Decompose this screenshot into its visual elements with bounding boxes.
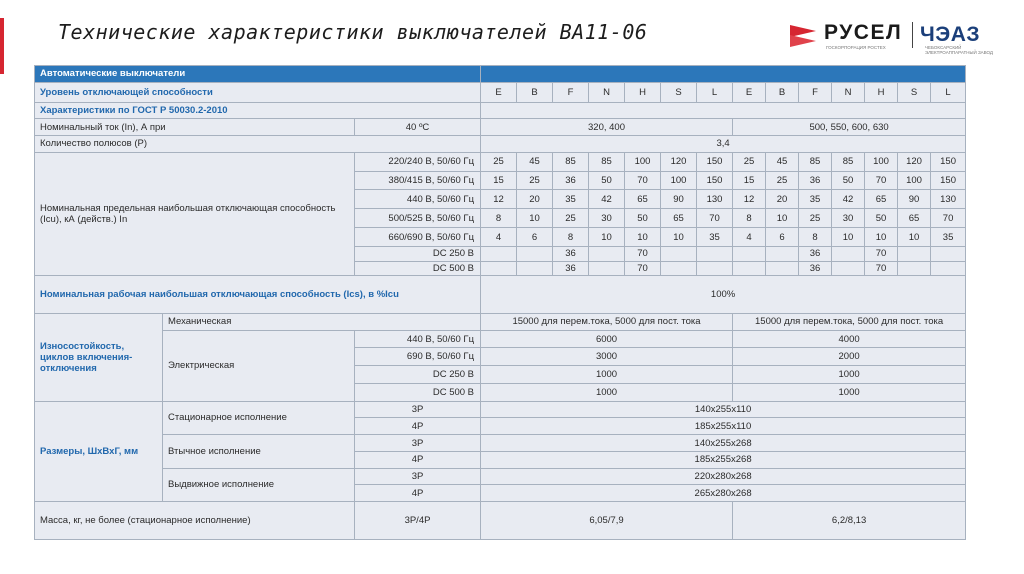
breaking-level-label: Уровень отключающей способности bbox=[35, 82, 481, 102]
icu-voltage: 660/690 В, 50/60 Гц bbox=[355, 228, 481, 247]
table-row bbox=[35, 468, 966, 485]
icu-value bbox=[898, 246, 931, 261]
level-cell: E bbox=[733, 82, 766, 102]
rated-current-label: Номинальный ток (In), А при bbox=[35, 119, 355, 136]
poles-value: 3,4 bbox=[481, 136, 966, 153]
dimensions-value: 220x280x268 bbox=[481, 468, 966, 485]
dimensions-value: 185x255x268 bbox=[481, 451, 966, 468]
rated-current-condition: 40 ºC bbox=[355, 119, 481, 136]
icu-value: 70 bbox=[625, 261, 661, 276]
cheaz-logo-subtitle: ЧЕБОКСАРСКИЙ ЭЛЕКТРОАППАРАТНЫЙ ЗАВОД bbox=[925, 45, 993, 55]
icu-value bbox=[766, 246, 799, 261]
mechanical-right: 15000 для перем.тока, 5000 для пост. тока bbox=[733, 313, 966, 330]
icu-value bbox=[766, 261, 799, 276]
electrical-right: 1000 bbox=[733, 383, 966, 401]
icu-value: 25 bbox=[766, 171, 799, 190]
gost-label: Характеристики по ГОСТ Р 50030.2-2010 bbox=[35, 102, 481, 119]
icu-value: 150 bbox=[931, 152, 966, 171]
icu-value: 50 bbox=[832, 171, 865, 190]
icu-value: 6 bbox=[517, 228, 553, 247]
icu-value bbox=[481, 261, 517, 276]
level-cell: E bbox=[481, 82, 517, 102]
icu-value: 100 bbox=[625, 152, 661, 171]
icu-value bbox=[898, 261, 931, 276]
rusal-logo-subtitle: ГОСКОРПОРАЦИЯ РОСТЕХ bbox=[826, 45, 886, 50]
level-cell: S bbox=[898, 82, 931, 102]
icu-value: 8 bbox=[799, 228, 832, 247]
rusal-emblem-icon bbox=[786, 20, 820, 52]
table-row bbox=[35, 435, 966, 452]
table-row bbox=[35, 330, 966, 348]
icu-value: 85 bbox=[589, 152, 625, 171]
icu-voltage: DC 250 В bbox=[355, 246, 481, 261]
dimensions-value: 185x255x110 bbox=[481, 418, 966, 435]
dimensions-value: 140x255x268 bbox=[481, 435, 966, 452]
table-row bbox=[35, 313, 966, 330]
icu-value bbox=[589, 261, 625, 276]
level-cell: F bbox=[799, 82, 832, 102]
icu-value: 25 bbox=[799, 209, 832, 228]
icu-value: 65 bbox=[625, 190, 661, 209]
icu-label: Номинальная предельная наибольшая отключающая способность (Icu), кА (действ.) In bbox=[35, 152, 355, 275]
icu-value bbox=[931, 261, 966, 276]
dimensions-type: Стационарное исполнение bbox=[163, 401, 355, 434]
dimensions-value: 265x280x268 bbox=[481, 485, 966, 502]
icu-value: 20 bbox=[766, 190, 799, 209]
level-cell: F bbox=[553, 82, 589, 102]
icu-value: 50 bbox=[865, 209, 898, 228]
icu-value bbox=[697, 246, 733, 261]
table-header-fill bbox=[481, 66, 966, 83]
table-row bbox=[35, 276, 966, 314]
table-row bbox=[35, 152, 966, 171]
icu-value: 45 bbox=[766, 152, 799, 171]
level-cell: S bbox=[661, 82, 697, 102]
rusal-logo bbox=[786, 20, 906, 52]
electrical-right: 1000 bbox=[733, 366, 966, 384]
specs-table bbox=[34, 65, 966, 540]
icu-value: 120 bbox=[898, 152, 931, 171]
icu-value bbox=[931, 246, 966, 261]
icu-value: 70 bbox=[865, 261, 898, 276]
mass-left: 6,05/7,9 bbox=[481, 502, 733, 540]
table-row bbox=[35, 82, 966, 102]
table-row bbox=[35, 119, 966, 136]
ics-value: 100% bbox=[481, 276, 966, 314]
icu-value: 25 bbox=[553, 209, 589, 228]
icu-value: 36 bbox=[553, 171, 589, 190]
icu-value: 70 bbox=[625, 246, 661, 261]
mass-label: Масса, кг, не более (стационарное исполнение) bbox=[35, 502, 355, 540]
table-header-cell: Автоматические выключатели bbox=[35, 66, 481, 83]
icu-value: 10 bbox=[625, 228, 661, 247]
icu-value: 35 bbox=[697, 228, 733, 247]
dimensions-type: Выдвижное исполнение bbox=[163, 468, 355, 501]
icu-voltage: 380/415 В, 50/60 Гц bbox=[355, 171, 481, 190]
icu-value bbox=[697, 261, 733, 276]
dimensions-label: Размеры, ШхВхГ, мм bbox=[35, 401, 163, 501]
icu-value: 70 bbox=[697, 209, 733, 228]
level-cell: B bbox=[517, 82, 553, 102]
icu-value: 25 bbox=[733, 152, 766, 171]
icu-value: 90 bbox=[661, 190, 697, 209]
icu-value: 4 bbox=[481, 228, 517, 247]
icu-value: 8 bbox=[553, 228, 589, 247]
electrical-left: 3000 bbox=[481, 348, 733, 366]
level-cell: H bbox=[625, 82, 661, 102]
icu-value: 10 bbox=[589, 228, 625, 247]
icu-value bbox=[832, 246, 865, 261]
poles-label: Количество полюсов (Р) bbox=[35, 136, 481, 153]
dimensions-type: Втычное исполнение bbox=[163, 435, 355, 468]
icu-value bbox=[661, 246, 697, 261]
icu-value: 10 bbox=[832, 228, 865, 247]
icu-value: 6 bbox=[766, 228, 799, 247]
icu-value: 36 bbox=[799, 171, 832, 190]
icu-value: 30 bbox=[832, 209, 865, 228]
dimensions-poles: 3Р bbox=[355, 468, 481, 485]
icu-value: 42 bbox=[832, 190, 865, 209]
mass-poles: 3Р/4Р bbox=[355, 502, 481, 540]
icu-value: 85 bbox=[553, 152, 589, 171]
table-row bbox=[35, 401, 966, 418]
icu-value: 42 bbox=[589, 190, 625, 209]
icu-value: 100 bbox=[661, 171, 697, 190]
electrical-left: 6000 bbox=[481, 330, 733, 348]
icu-value: 15 bbox=[733, 171, 766, 190]
icu-value bbox=[661, 261, 697, 276]
icu-value: 45 bbox=[517, 152, 553, 171]
table-row bbox=[35, 102, 966, 119]
icu-voltage: 440 В, 50/60 Гц bbox=[355, 190, 481, 209]
level-cell: B bbox=[766, 82, 799, 102]
icu-value: 100 bbox=[865, 152, 898, 171]
icu-value: 30 bbox=[589, 209, 625, 228]
rated-current-left: 320, 400 bbox=[481, 119, 733, 136]
electrical-label: Электрическая bbox=[163, 330, 355, 401]
logos bbox=[786, 20, 1004, 55]
icu-value: 36 bbox=[553, 246, 589, 261]
table-row bbox=[35, 502, 966, 540]
icu-value: 70 bbox=[865, 246, 898, 261]
icu-value: 35 bbox=[553, 190, 589, 209]
electrical-voltage: DC 500 В bbox=[355, 383, 481, 401]
icu-value: 130 bbox=[697, 190, 733, 209]
electrical-voltage: DC 250 В bbox=[355, 366, 481, 384]
endurance-label: Износостойкость, циклов включения-отключения bbox=[35, 313, 163, 401]
dimensions-poles: 3Р bbox=[355, 435, 481, 452]
icu-voltage: 500/525 В, 50/60 Гц bbox=[355, 209, 481, 228]
icu-value: 12 bbox=[733, 190, 766, 209]
rated-current-right: 500, 550, 600, 630 bbox=[733, 119, 966, 136]
icu-value: 120 bbox=[661, 152, 697, 171]
icu-value: 36 bbox=[553, 261, 589, 276]
logo-divider bbox=[912, 22, 913, 48]
icu-value: 36 bbox=[799, 261, 832, 276]
icu-value: 100 bbox=[898, 171, 931, 190]
mass-right: 6,2/8,13 bbox=[733, 502, 966, 540]
gost-fill bbox=[481, 102, 966, 119]
icu-value: 8 bbox=[481, 209, 517, 228]
level-cell: H bbox=[865, 82, 898, 102]
table-row bbox=[35, 66, 966, 83]
icu-value: 85 bbox=[799, 152, 832, 171]
icu-value bbox=[733, 246, 766, 261]
icu-value: 85 bbox=[832, 152, 865, 171]
icu-value: 10 bbox=[898, 228, 931, 247]
icu-value: 65 bbox=[898, 209, 931, 228]
icu-value: 65 bbox=[661, 209, 697, 228]
icu-value: 50 bbox=[589, 171, 625, 190]
icu-value: 35 bbox=[799, 190, 832, 209]
electrical-left: 1000 bbox=[481, 366, 733, 384]
table-row bbox=[35, 136, 966, 153]
icu-value: 90 bbox=[898, 190, 931, 209]
electrical-left: 1000 bbox=[481, 383, 733, 401]
mechanical-left: 15000 для перем.тока, 5000 для пост. тока bbox=[481, 313, 733, 330]
icu-value: 10 bbox=[865, 228, 898, 247]
level-cell: N bbox=[589, 82, 625, 102]
icu-value bbox=[832, 261, 865, 276]
electrical-right: 4000 bbox=[733, 330, 966, 348]
rusal-logo-text: РУСЕЛ bbox=[824, 21, 903, 44]
icu-value: 65 bbox=[865, 190, 898, 209]
icu-value: 150 bbox=[697, 171, 733, 190]
icu-value bbox=[517, 246, 553, 261]
level-cell: L bbox=[931, 82, 966, 102]
icu-value: 8 bbox=[733, 209, 766, 228]
electrical-right: 2000 bbox=[733, 348, 966, 366]
dimensions-poles: 4Р bbox=[355, 451, 481, 468]
dimensions-value: 140x255x110 bbox=[481, 401, 966, 418]
icu-value: 70 bbox=[931, 209, 966, 228]
icu-value: 150 bbox=[931, 171, 966, 190]
icu-value: 70 bbox=[625, 171, 661, 190]
icu-value: 25 bbox=[517, 171, 553, 190]
electrical-voltage: 690 В, 50/60 Гц bbox=[355, 348, 481, 366]
icu-voltage: 220/240 В, 50/60 Гц bbox=[355, 152, 481, 171]
mechanical-label: Механическая bbox=[163, 313, 481, 330]
slide-title: Технические характеристики выключателей ВА11-06 bbox=[58, 20, 648, 44]
icu-value: 50 bbox=[625, 209, 661, 228]
ics-label: Номинальная рабочая наибольшая отключающая способность (Ics), в %Icu bbox=[35, 276, 481, 314]
icu-value bbox=[481, 246, 517, 261]
icu-value: 4 bbox=[733, 228, 766, 247]
icu-value: 12 bbox=[481, 190, 517, 209]
icu-value bbox=[517, 261, 553, 276]
icu-voltage: DC 500 В bbox=[355, 261, 481, 276]
icu-value: 10 bbox=[661, 228, 697, 247]
icu-value: 20 bbox=[517, 190, 553, 209]
dimensions-poles: 4Р bbox=[355, 418, 481, 435]
icu-value: 36 bbox=[799, 246, 832, 261]
dimensions-poles: 3Р bbox=[355, 401, 481, 418]
icu-value: 25 bbox=[481, 152, 517, 171]
icu-value: 10 bbox=[517, 209, 553, 228]
electrical-voltage: 440 В, 50/60 Гц bbox=[355, 330, 481, 348]
icu-value: 70 bbox=[865, 171, 898, 190]
icu-value: 10 bbox=[766, 209, 799, 228]
icu-value: 35 bbox=[931, 228, 966, 247]
level-cell: L bbox=[697, 82, 733, 102]
icu-value: 150 bbox=[697, 152, 733, 171]
dimensions-poles: 4Р bbox=[355, 485, 481, 502]
icu-value bbox=[589, 246, 625, 261]
cheaz-logo-text: ЧЭАЗ bbox=[920, 23, 981, 46]
level-cell: N bbox=[832, 82, 865, 102]
accent-bar bbox=[0, 18, 4, 74]
icu-value: 130 bbox=[931, 190, 966, 209]
icu-value bbox=[733, 261, 766, 276]
icu-value: 15 bbox=[481, 171, 517, 190]
